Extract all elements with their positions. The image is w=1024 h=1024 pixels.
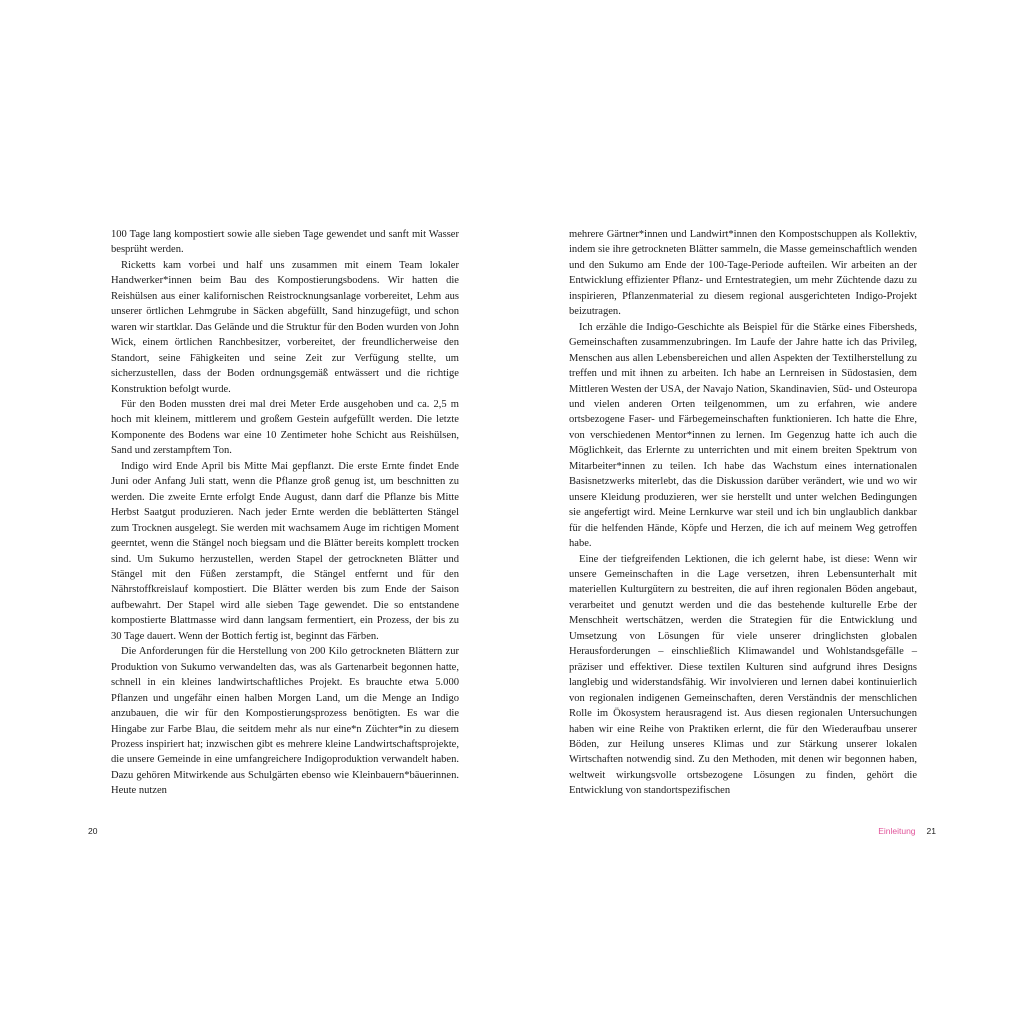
paragraph: mehrere Gärtner*innen und Landwirt*innen den Kompostschuppen als Kollektiv, indem sie ihre getrockneten Blätter sammeln, die Masse gemeinschaftlich wenden und den Sukumo am Ende der 100-Tage-Periode aufteilen. Wir arbeiten an der Entwicklung effizienter Pflanz- und Erntestrategien, um mehr Züchtende dazu zu inspirieren, Pflanzenmaterial zu diesem regional ausgerichteten Indigo-Projekt beizutragen. <box>569 229 917 318</box>
paragraph: Für den Boden mussten drei mal drei Meter Erde ausgehoben und ca. 2,5 m hoch mit kleinem, mittlerem und großem Gestein aufgefüllt werden. Die letzte Komponente des Bodens war eine 10 Zentimeter hohe Schicht aus Reishülsen, Sand und zerstampftem Ton. <box>111 398 459 457</box>
section-label: Einleitung <box>878 826 916 836</box>
paragraph: Eine der tiefgreifenden Lektionen, die ich gelernt habe, ist diese: Wenn wir unsere Gemeinschaften in die Lage versetzen, ihren Lebensunterhalt mit materiellen Kulturgütern zu bestreiten, die auf ihren regionalen Böden angebaut, verarbeitet und genutzt werden und die das bestehende kulturelle Erbe der Menschheit wertschätzen, werden die Strategien für die Entwicklung und Umsetzung von Lösungen für viele unserer dringlichsten globalen Herausforderungen – einschließlich Klimawandel und Wohlstandsgefälle – präziser und effektiver. Diese textilen Kulturen sind aufgrund ihres Designs langlebig und widerstandsfähig. Wir involvieren und lernen dabei kontinuierlich von regionalen indigenen Gemeinschaften, deren Verständnis der menschlichen Rolle im Ökosystem herausragend ist. Aus diesen regionalen Untersuchungen haben wir eine Reihe von Praktiken erlernt, die für den Wiederaufbau unserer Böden, zur Heilung unseres Klimas und zur Stärkung unserer lokalen Wirtschaften notwendig sind. Zu den Methoden, mit denen wir begonnen haben, weltweit wirkungsvolle ortsbezogene Lösungen zu finden, gehört die Entwicklung von standortspezifischen <box>569 553 917 797</box>
paragraph: Ricketts kam vorbei und half uns zusammen mit einem Team lokaler Handwerker*innen beim Bau des Kompostierungsbodens. Wir hatten die Reishülsen aus einer kalifornischen Reistrocknungsanlage vorbereitet, Lehm aus unserer örtlichen Lehmgrube in Säcken abgefüllt, Sand hinzugefügt, und schon waren wir startklar. Das Gelände und die Struktur für den Boden wurden von John Wick, einem örtlichen Ranchbesitzer, vorbereitet, der freundlicherweise den Standort, seine Fähigkeiten und seine Zeit zur Verfügung stellte, um sicherzustellen, dass der Boden ordnungsgemäß entwässert und die richtige Konstruktion befolgt wurde. <box>111 259 459 395</box>
page-number: 20 <box>88 826 98 836</box>
paragraph: 100 Tage lang kompostiert sowie alle sieben Tage gewendet und sanft mit Wasser besprüht werden. <box>111 229 459 256</box>
page-number: 21 <box>926 826 936 836</box>
right-page <box>512 0 1024 1024</box>
left-page-body <box>111 227 459 799</box>
page-footer <box>878 826 936 836</box>
right-page-body <box>569 227 917 799</box>
paragraph: Ich erzähle die Indigo-Geschichte als Beispiel für die Stärke eines Fibersheds, Gemeinschaften zusammenzubringen. Im Laufe der Jahre hatte ich das Privileg, Menschen aus allen Lebensbereichen und allen Aspekten der Textilherstellung zu treffen und mit ihnen zu arbeiten. Ich habe an Lernreisen in Südostasien, dem Mittleren Westen der USA, der Navajo Nation, Skandinavien, Süd- und Osteuropa und vielen anderen Orten teilgenommen, um zu erfahren, wie andere ortsbezogene Faser- und Färbegemeinschaften funktionieren. Ich hatte die Ehre, von verschiedenen Mentor*innen zu lernen. Im Gegenzug hatte ich auch die Möglichkeit, das Erlernte zu unterrichten und mit einem breiten Spektrum von Mitarbeiter*innen zu teilen. Ich habe das Wachstum eines internationalen Basisnetzwerks miterlebt, das die Diskussion darüber verändert, wie und wo wir unsere Kleidung produzieren, wer sie herstellt und unter welchen Bedingungen sie angefertigt wird. Meine Lernkurve war steil und ich bin unglaublich dankbar für die helfenden Hände, Köpfe und Herzen, die ich auf meinem Weg getroffen habe. <box>569 321 917 550</box>
paragraph: Indigo wird Ende April bis Mitte Mai gepflanzt. Die erste Ernte findet Ende Juni oder Anfang Juli statt, wenn die Pflanze groß genug ist, um beschnitten zu werden. Die zweite Ernte erfolgt Ende August, dann darf die Pflanze bis Mitte Herbst Saatgut produzieren. Nach jeder Ernte werden die beblätterten Stängel zum Trocknen ausgelegt. Sie werden mit wachsamem Auge im richtigen Moment geerntet, wenn die Stängel noch biegsam und die Blätter bereits komplett trocken sind. Um Sukumo herzustellen, werden Stapel der getrockneten Blätter und Stängel mit den Füßen zerstampft, die Stängel entfernt und für den Nährstoffkreislauf kompostiert. Die Blätter werden bis zum Ende der Saison aufbewahrt. Der Stapel wird alle sieben Tage gewendet. Die so entstandene kompostierte Blattmasse wird dann langsam fermentiert, ein Prozess, der bis zu 30 Tage dauert. Wenn der Bottich fertig ist, beginnt das Färben. <box>111 460 459 642</box>
paragraph: Die Anforderungen für die Herstellung von 200 Kilo getrockneten Blättern zur Produktion von Sukumo verwandelten das, was als Gartenarbeit begonnen hatte, schnell in ein kleines landwirtschaftliches Projekt. Es brauchte etwa 5.000 Pflanzen und ungefähr einen halben Morgen Land, um die Menge an Indigo anzubauen, die wir für den Kompostierungsprozess benötigten. Es war die Hingabe zur Farbe Blau, die seitdem mehr als nur eine*n Züchter*in zu diesem Prozess inspiriert hat; inzwischen gibt es mehrere kleine Landwirtschaftsprojekte, die unsere Gemeinde in eine umfangreichere Indigoproduktion verwandelt haben. Dazu gehören Mitwirkende aus Schulgärten ebenso wie Kleinbauern*bäuerinnen. Heute nutzen <box>111 646 459 797</box>
